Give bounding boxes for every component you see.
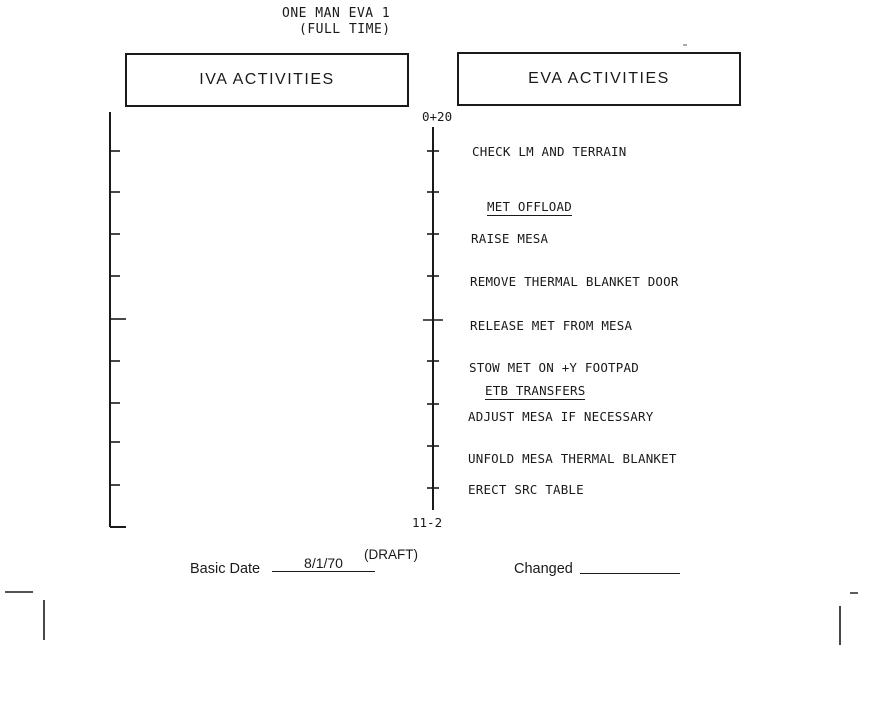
- timeline-start-label: 0+20: [422, 109, 453, 124]
- eva-activity-item: RAISE MESA: [471, 231, 549, 246]
- changed-value: [580, 556, 680, 574]
- document-header-subtitle: (FULL TIME): [299, 22, 391, 37]
- eva-activity-item: REMOVE THERMAL BLANKET DOOR: [470, 274, 679, 289]
- iva-column-title: IVA ACTIVITIES: [199, 71, 335, 88]
- eva-activity-item: UNFOLD MESA THERMAL BLANKET: [468, 451, 677, 466]
- timeline-page-label: 11-2: [412, 515, 443, 530]
- basic-date-value: 8/1/70: [272, 555, 375, 572]
- eva-activity-heading: MET OFFLOAD: [487, 199, 572, 214]
- eva-activity-item: ERECT SRC TABLE: [468, 482, 584, 497]
- basic-date-label: Basic Date: [190, 561, 261, 577]
- eva-activity-item: CHECK LM AND TERRAIN: [472, 144, 627, 159]
- eva-activity-item: RELEASE MET FROM MESA: [470, 318, 633, 333]
- eva-activity-heading: ETB TRANSFERS: [485, 383, 586, 398]
- eva-activity-item: STOW MET ON +Y FOOTPAD: [469, 360, 639, 375]
- document-header-title: ONE MAN EVA 1: [282, 6, 391, 21]
- changed-label: Changed: [514, 561, 573, 577]
- eva-activity-item: ADJUST MESA IF NECESSARY: [468, 409, 654, 424]
- draft-note: (DRAFT): [364, 547, 418, 562]
- eva-column-title: EVA ACTIVITIES: [528, 70, 670, 87]
